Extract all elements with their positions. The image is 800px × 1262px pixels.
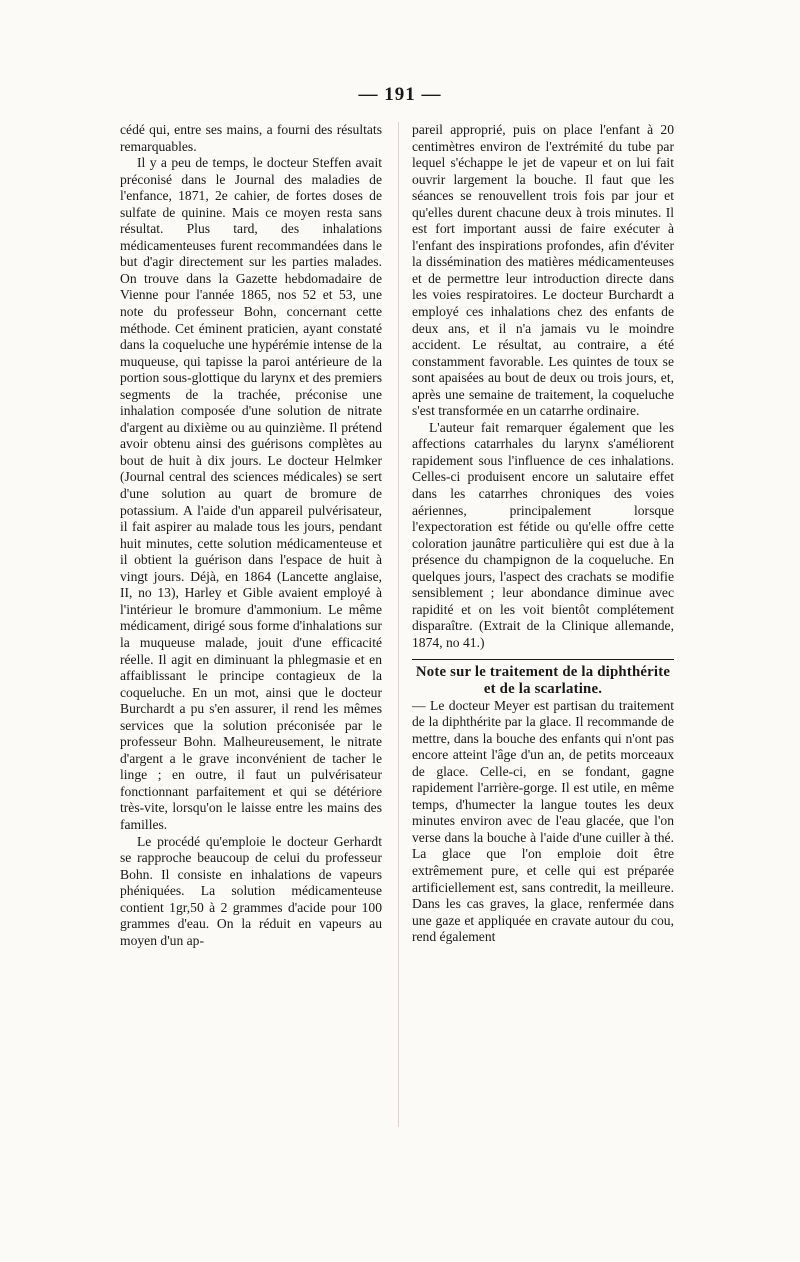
paragraph: pareil approprié, puis on place l'enfant à 20 centimètres environ de l'extrémité du tube par lequel s'échappe le jet de vapeur et on lui fait ouvrir largement la bouche. Il faut que les séances se renouvellent trois fois par jour et qu'elles durent chacune deux à trois minutes. Il est fort important aussi de faire exécuter à l'enfant des inspirations profondes, afin d'éviter la dissémination des matières médicamenteuses et de permettre leur introduction directe dans les voies respiratoires. Le docteur Burchardt a employé ces inhalations chez des enfants de deux ans, et il n'a jamais vu le moindre accident. Le résultat, au contraire, a été constamment favorable. Les quintes de toux se sont apaisées au bout de deux ou trois jours, et, après une semaine de traitement, la coqueluche s'est transformée en un catarrhe ordinaire. xyxy=(412,122,674,419)
section-heading: Note sur le traitement de la diphthérite et de la scarlatine. xyxy=(415,663,671,697)
paragraph: Il y a peu de temps, le docteur Steffen avait préconisé dans le Journal des maladies de l'enfance, 1871, 2e cahier, de fortes doses de sulfate de quinine. Mais ce moyen resta sans résultat. Plus tard, des inhalations médicamenteuses furent recommandées dans le but d'agir directement sur les parties malades. On trouve dans la Gazette hebdomadaire de Vienne pour l'année 1865, nos 52 et 53, une note du professeur Bohn, concernant cette méthode. Cet éminent praticien, ayant constaté dans la coqueluche une hypérémie intense de la muqueuse, qui tapisse la paroi antérieure de la portion sous-glottique du larynx et des premiers segments de la trachée, préconise une inhalation composée d'une solution de nitrate d'argent au dixième ou au quinzième. Il prétend avoir obtenu ainsi des guérisons complètes au bout de huit à dix jours. Le docteur Helmker (Journal central des sciences médicales) se sert d'une solution au quart de bromure de potassium. A l'aide d'un appareil pulvérisateur, il fait aspirer au malade tous les jours, pendant huit minutes, cette solution médicamenteuse et il obtient la guérison dans l'espace de huit à vingt jours. Déjà, en 1864 (Lancette anglaise, II, no 13), Harley et Gible avaient employé à l'intérieur le bromure d'ammonium. Le même médicament, dirigé sous forme d'inhalations sur la muqueuse malade, jouit d'une efficacité réelle. Il agit en diminuant la phlegmasie et en affaiblissant le principe contagieux de la coqueluche. En un mot, ainsi que le docteur Burchardt a pu s'en assurer, il rend les mêmes services que la solution préconisée par le professeur Bohn. Malheureusement, le nitrate d'argent a le grave inconvénient de tacher le linge ; en outre, il faut un pulvérisateur fonctionnant parfaitement et qui se détériore très-vite, lorsqu'on le laisse entre les mains des familles. xyxy=(120,155,382,832)
left-column xyxy=(120,122,382,949)
paragraph: Le procédé qu'emploie le docteur Gerhardt se rapproche beaucoup de celui du professeur Bohn. Il consiste en inhalations de vapeurs phéniquées. La solution médicamenteuse contient 1gr,50 à 2 grammes d'acide pour 100 grammes d'eau. On la réduit en vapeurs au moyen d'un ap- xyxy=(120,833,382,948)
column-divider xyxy=(398,122,399,1127)
section-rule xyxy=(412,659,674,660)
paragraph: cédé qui, entre ses mains, a fourni des résultats remarquables. xyxy=(120,122,382,154)
paragraph: L'auteur fait remarquer également que les affections catarrhales du larynx s'améliorent rapidement sous l'influence de ces inhalations. Celles-ci produisent encore un salutaire effet dans les catarrhes chroniques des voies aériennes, principalement lorsque l'expectoration est fétide ou qu'elle offre cette coloration jaunâtre particulière qui est due à la présence du champignon de la coqueluche. En quelques jours, l'aspect des crachats se modifie sensiblement ; leur abondance diminue avec rapidité et on les voit bientôt complétement disparaître. (Extrait de la Clinique allemande, 1874, no 41.) xyxy=(412,419,674,650)
page-number: — 191 — xyxy=(358,84,442,105)
right-column xyxy=(412,122,674,946)
paragraph: — Le docteur Meyer est partisan du traitement de la diphthérite par la glace. Il recommande de mettre, dans la bouche des enfants qui n'ont pas encore atteint l'âge d'un an, de petits morceaux de glace. Celle-ci, en se fondant, gagne rapidement l'arrière-gorge. Il est utile, en même temps, d'humecter la langue toutes les deux minutes environ avec de l'eau glacée, que l'on verse dans la bouche à l'aide d'une cuiller à thé. La glace que l'on emploie doit être extrêmement pure, et celle qui est préparée artificiellement est, sans contredit, la meilleure. Dans les cas graves, la glace, renfermée dans une gaze et appliquée en cravate autour du cou, rend également xyxy=(412,697,674,945)
